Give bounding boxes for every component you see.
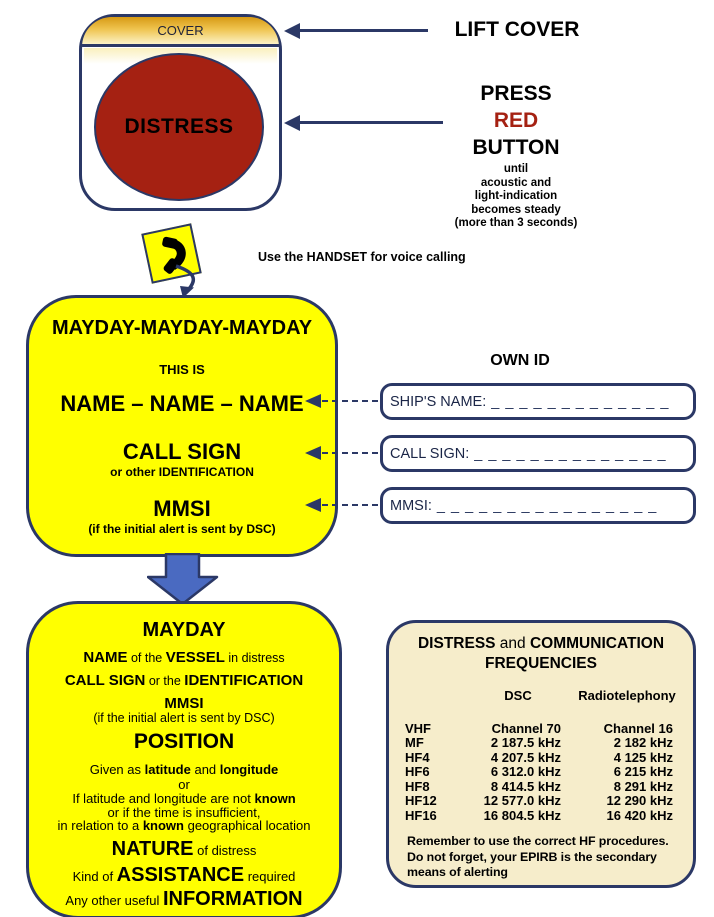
cover-bar xyxy=(82,17,279,47)
table-cell: Channel 16 xyxy=(603,720,673,736)
position-line-1: Given as latitude and longitude xyxy=(89,762,279,777)
call-sign-field[interactable] xyxy=(380,435,696,472)
ship-name-field[interactable] xyxy=(380,383,696,420)
frequencies-table xyxy=(405,689,677,823)
red-word: RED xyxy=(493,109,539,132)
mayday-title: MAYDAY xyxy=(142,619,226,641)
mmsi-sub-line: (if the initial alert is sent by DSC) xyxy=(93,711,275,725)
vessel-name-line: NAME of the VESSEL in distress xyxy=(83,649,285,666)
table-cell: HF12 xyxy=(405,793,437,808)
cover-label: COVER xyxy=(157,23,204,38)
distress-button-panel xyxy=(79,14,282,211)
table-cell: HF16 xyxy=(405,807,437,823)
press-word: PRESS xyxy=(480,82,552,105)
note-line: means of alerting xyxy=(407,865,508,879)
press-duration-note xyxy=(431,163,601,231)
table-cell: 8 414.5 kHz xyxy=(490,778,561,794)
note-line: becomes steady xyxy=(471,203,561,216)
position-line-2: or xyxy=(178,777,190,792)
mmsi-field[interactable] xyxy=(380,487,696,524)
table-cell: 6 312.0 kHz xyxy=(490,764,561,779)
distress-button[interactable] xyxy=(94,53,264,201)
assistance-line: Kind of ASSISTANCE required xyxy=(72,864,296,886)
table-cell: 6 215 kHz xyxy=(613,764,673,779)
name-name-name-label: NAME – NAME – NAME xyxy=(60,391,304,416)
table-cell: 16 804.5 kHz xyxy=(483,807,561,823)
table-cell: HF8 xyxy=(405,778,430,794)
note-line: light-indication xyxy=(474,190,558,202)
position-line-4: or if the time is insufficient, xyxy=(107,805,261,820)
frequencies-note xyxy=(407,834,685,881)
press-red-button-label xyxy=(436,80,596,161)
col-header-dsc: DSC xyxy=(504,688,532,703)
table-cell: 4 125 kHz xyxy=(613,749,673,765)
call-sign-label: CALL SIGN xyxy=(122,439,242,464)
position-line-5: in relation to a known geographical location xyxy=(57,818,311,833)
position-line-3: If latitude and longitude are not known xyxy=(72,791,296,806)
note-line: (more than 3 seconds) xyxy=(454,217,578,229)
note-line: acoustic and xyxy=(480,176,552,189)
frequencies-box xyxy=(386,620,696,888)
own-id-heading: OWN ID xyxy=(490,352,550,369)
press-red-arrow-icon xyxy=(300,121,443,124)
note-line: Remember to use the correct HF procedures. xyxy=(407,834,669,848)
mmsi-field-label: MMSI: xyxy=(390,497,432,514)
note-line: Do not forget, your EPIRB is the secondary xyxy=(407,849,657,864)
ship-name-field-label: SHIP'S NAME: xyxy=(390,393,487,410)
table-cell: MF xyxy=(405,735,424,750)
table-cell: 8 291 kHz xyxy=(613,778,673,794)
flow-down-arrow-icon xyxy=(147,553,219,606)
table-cell: 2 182 kHz xyxy=(613,735,673,750)
frequencies-title-line1: DISTRESS and COMMUNICATION xyxy=(417,635,665,652)
call-sign-field-label: CALL SIGN: xyxy=(390,445,470,462)
distress-button-label: DISTRESS xyxy=(124,115,234,138)
ship-name-dashed-arrow-icon xyxy=(322,400,378,402)
table-cell: 12 577.0 kHz xyxy=(483,793,561,808)
mmsi-sub-label: (if the initial alert is sent by DSC) xyxy=(88,522,276,536)
table-cell: 16 420 kHz xyxy=(606,807,673,823)
call-sign-sub-label: or other IDENTIFICATION xyxy=(110,465,254,479)
mmsi-dashed-arrow-icon xyxy=(322,504,378,506)
mmsi-line: MMSI xyxy=(164,695,204,712)
this-is-label: THIS IS xyxy=(159,362,205,377)
note-line: until xyxy=(503,163,529,175)
table-cell: VHF xyxy=(405,720,431,736)
call-sign-dashed-arrow-icon xyxy=(322,452,378,454)
mmsi-label: MMSI xyxy=(153,496,211,521)
use-handset-note: Use the HANDSET for voice calling xyxy=(258,250,466,264)
col-header-radiotelephony: Radiotelephony xyxy=(578,688,676,703)
lift-cover-arrow-icon xyxy=(300,29,428,32)
information-line: Any other useful INFORMATION xyxy=(65,888,303,910)
mmsi-field-blank: _ _ _ _ _ _ _ _ _ _ _ _ _ _ _ _ xyxy=(436,497,658,514)
lift-cover-label: LIFT COVER xyxy=(454,18,580,41)
table-cell: HF4 xyxy=(405,749,430,765)
call-sign-field-blank: _ _ _ _ _ _ _ _ _ _ _ _ _ _ xyxy=(474,445,667,462)
button-word: BUTTON xyxy=(472,136,560,159)
nature-line: NATURE of distress xyxy=(111,838,257,860)
mayday-call-box xyxy=(26,295,338,557)
mayday-message-box xyxy=(26,601,342,917)
table-cell: 12 290 kHz xyxy=(606,793,673,808)
table-cell: 4 207.5 kHz xyxy=(490,749,561,765)
mayday-call-title: MAYDAY-MAYDAY-MAYDAY xyxy=(51,317,313,339)
ship-name-field-blank: _ _ _ _ _ _ _ _ _ _ _ _ _ xyxy=(491,393,670,410)
table-cell: Channel 70 xyxy=(491,720,561,736)
call-sign-line: CALL SIGN or the IDENTIFICATION xyxy=(64,672,304,689)
table-cell: 2 187.5 kHz xyxy=(490,735,561,750)
frequencies-title-line2: FREQUENCIES xyxy=(485,655,597,672)
table-cell: HF6 xyxy=(405,764,430,779)
frequencies-title xyxy=(389,634,693,674)
position-title: POSITION xyxy=(133,730,235,753)
